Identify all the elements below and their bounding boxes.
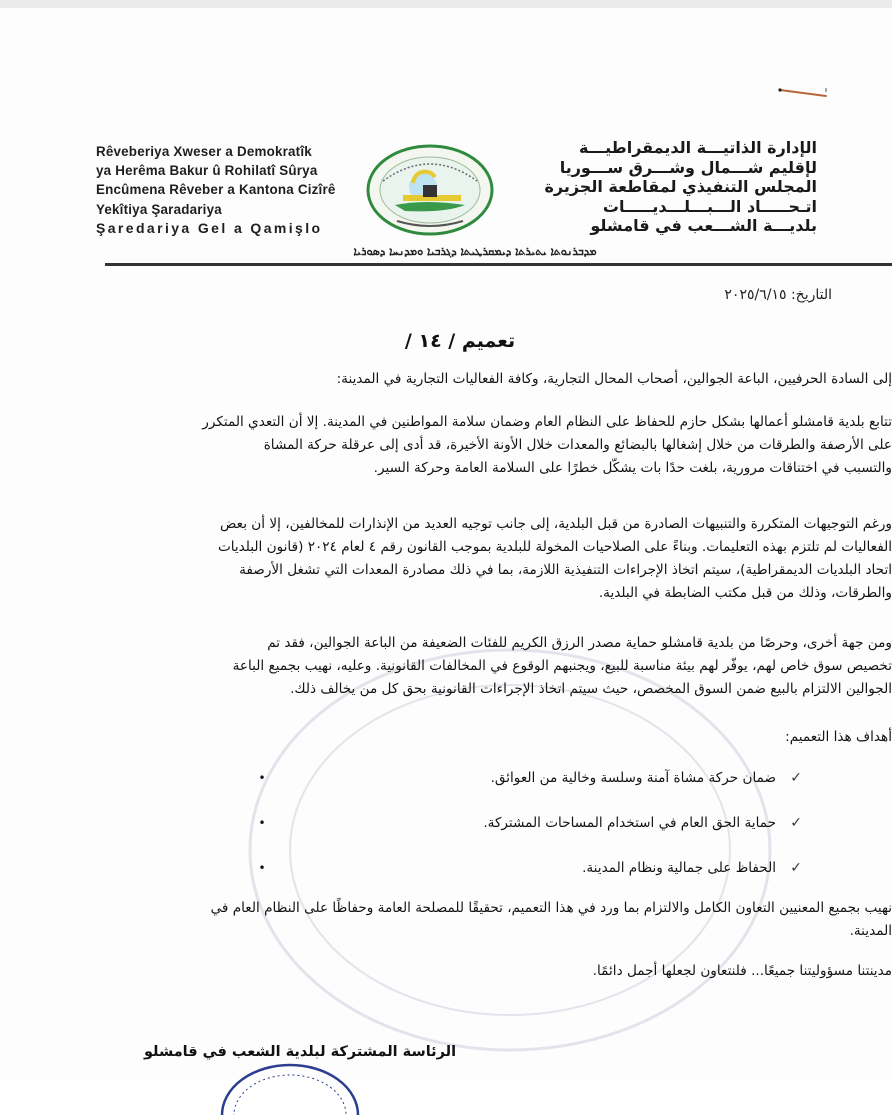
paragraph-line: تخصيص سوق خاص لهم، يوفّر لهم بيئة مناسبة للبيع، ويجنبهم الوقوع في المخالفات القانونية. وعليه، نهيب بجميع الباعة [232, 658, 892, 674]
arabic-letterhead [505, 138, 817, 236]
goal-text: حماية الحق العام في استخدام المساحات المشتركة. [483, 815, 776, 831]
arabic-letterhead-line: لإقليم شـــمال وشـــرق ســـوريا [559, 157, 817, 177]
goals-label [492, 726, 892, 749]
paragraph-line: اتحاد البلديات الديمقراطية)، سيتم اتخاذ الإجراءات التنفيذية اللازمة، بما في ذلك مصادرة المعدات التي تشغل الأرصفة [239, 562, 892, 578]
goal-item [242, 856, 802, 880]
check-icon: ✓ [790, 815, 802, 831]
latin-letterhead-line: Şaredariya Gel a Qamişlo [96, 219, 323, 236]
paragraph-line: تتابع بلدية قامشلو أعمالها بشكل حازم للحفاظ على النظام العام وضمان سلامة المواطنين في المدينة. إلا أن التعدي المتكرر [202, 414, 892, 430]
closing-line [32, 960, 892, 983]
date-value: ٢٠٢٥/٦/١٥ [724, 287, 787, 303]
paragraph-line: ورغم التوجيهات المتكررة والتنبيهات الصادرة من قبل البلدية، إلى جانب توجيه العديد من الإنذارات للمخالفين، إلا أن بعض [219, 516, 892, 532]
check-icon: ✓ [790, 770, 802, 786]
circular-title: تعميم / ١٤ / [404, 330, 516, 352]
official-stamp-icon [215, 1055, 365, 1115]
bullet-icon: • [258, 861, 266, 875]
paragraph-line: والتسبب في اختناقات مرورية، بلغت حدًا بات يشكّل خطرًا على السلامة العامة وحركة السير. [373, 460, 892, 476]
arabic-letterhead-line: المجلس التنفيذي لمقاطعة الجزيرة [544, 177, 817, 196]
municipality-emblem-icon [365, 143, 495, 238]
syriac-letterhead-line: ܡܕܒܪܢܘܬܐ ܝܬܝܪܬܐ ܕܝܡܩܪܛܝܬܐ ܕܓܪܒܝܐ ܘܡܕܢܚܐ ܕܣܘܪܝܐ [353, 245, 597, 258]
goal-text: الحفاظ على جمالية ونظام المدينة. [582, 860, 776, 876]
arabic-letterhead-line: اتـحـــــاد الـــبـــلـــديـــــات [602, 196, 817, 216]
arabic-letterhead-line: بلديـــة الشـــعب في قامشلو [590, 216, 817, 235]
closing-text: مدينتنا مسؤوليتنا جميعًا... فلنتعاون لجعلها أجمل دائمًا. [592, 963, 892, 979]
paragraph-3 [32, 632, 892, 701]
date-label: التاريخ: [790, 287, 832, 303]
goal-item [242, 766, 802, 790]
paragraph-line: نهيب بجميع المعنيين التعاون الكامل والالتزام بما ورد في هذا التعميم، تحقيقًا للمصلحة العامة وحفاظًا على النظام العام في [210, 900, 892, 916]
pen-mark-icon [778, 88, 830, 98]
goal-item [242, 811, 802, 835]
paragraph-line: الفعاليات لم تلتزم بهذه التعليمات. وبناءً على الصلاحيات المخولة للبلدية بموجب القانون رقم ٤ لعام ٢٠٢٤ (قانون البلديات [217, 539, 892, 555]
latin-letterhead-line: ya Herêma Bakur û Rohilatî Sûrya [96, 163, 318, 179]
paragraph-line: والطرقات، وذلك من قبل مكتب الضابطة في البلدية. [598, 585, 892, 601]
paragraph-1 [32, 411, 892, 480]
bullet-icon: • [258, 816, 266, 830]
latin-letterhead-line: Encûmena Rêveber a Kantona Cizîrê [96, 182, 336, 198]
latin-letterhead [96, 142, 366, 238]
salutation [132, 368, 892, 391]
paragraph-line: المدينة. [849, 923, 892, 939]
paragraph-2 [32, 513, 892, 605]
check-icon: ✓ [790, 860, 802, 876]
paragraph-line: ومن جهة أخرى، وحرصًا من بلدية قامشلو حماية مصدر الرزق الكريم للفئات الضعيفة من الباعة الجوالين، فقد تم [267, 635, 892, 651]
top-bar [0, 0, 892, 8]
arabic-letterhead-line: الإدارة الذاتيـــة الديمقراطيـــة [579, 138, 817, 157]
paragraph-line: الجوالين الالتزام بالبيع ضمن السوق المخصص، حيث سيتم اتخاذ الإجراءات القانونية بحق كل من يخالف ذلك. [290, 681, 892, 697]
paragraph-line: على الأرصفة والطرقات من خلال إشغالها بالبضائع والمعدات خلال الأونة الأخيرة، قد أدى إلى عرقلة حركة المشاة [263, 437, 892, 453]
paragraph-4 [32, 897, 892, 943]
latin-letterhead-line: Rêveberiya Xweser a Demokratîk [96, 144, 312, 159]
salutation-line: إلى السادة الحرفيين، الباعة الجوالين، أصحاب المحال التجارية، وكافة الفعاليات التجارية في المدينة: [336, 371, 892, 387]
signature-block: الرئاسة المشتركة لبلدية الشعب في قامشلو [143, 1044, 457, 1060]
goals-label-text: أهداف هذا التعميم: [785, 729, 892, 745]
bullet-icon: • [258, 771, 266, 785]
document-date [724, 287, 832, 303]
goal-text: ضمان حركة مشاة آمنة وسلسة وخالية من العوائق. [490, 770, 776, 786]
header-divider [105, 263, 892, 266]
latin-letterhead-line: Yekîtiya Şaradariya [96, 201, 222, 217]
